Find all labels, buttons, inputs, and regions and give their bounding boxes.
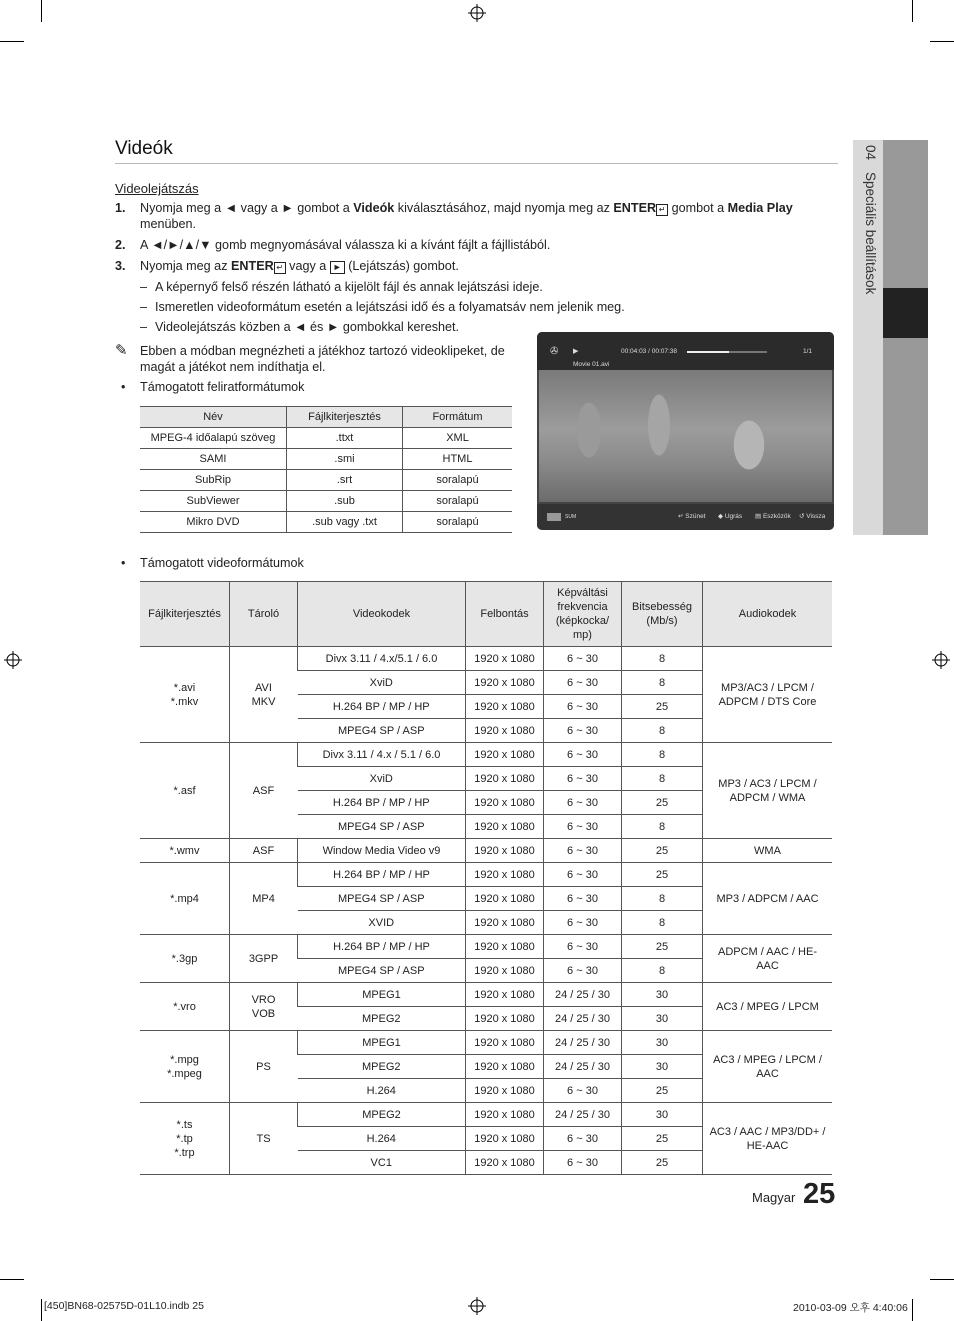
subtitle-format-table: Név Fájlkiterjesztés Formátum MPEG-4 időalapú szöveg .ttxt XML SAMI .smi HTML SubRip .srt soralapú SubViewer .sub soralapú Mikro DVD .sub vagy .txt soralapú — [140, 406, 512, 533]
video-formats-label: Támogatott videoformátumok — [140, 556, 304, 570]
section-heading: Videolejátszás — [115, 181, 199, 196]
sub-note: – A képernyő felső részén látható a kijelölt fájl és annak lejátszási ideje. — [140, 280, 543, 294]
table-row: SubViewer .sub soralapú — [140, 491, 512, 512]
enter-icon: ↵ — [656, 204, 668, 216]
registration-mark-icon — [468, 1297, 486, 1315]
registration-mark-icon — [468, 4, 486, 22]
table-row: Mikro DVD .sub vagy .txt soralapú — [140, 512, 512, 533]
sub-note: – Videolejátszás közben a ◄ és ► gombokkal kereshet. — [140, 320, 460, 334]
table-row: MPEG4 SP / ASP 1920 x 1080 6 ~ 30 8 — [140, 719, 832, 743]
table-row: XviD 1920 x 1080 6 ~ 30 8 — [140, 671, 832, 695]
table-row: *.mp4 MP4 H.264 BP / MP / HP 1920 x 1080 6 ~ 30 25 MP3 / ADPCM / AAC — [140, 863, 832, 887]
table-row: SubRip .srt soralapú — [140, 470, 512, 491]
note: ✎ Ebben a módban megnézheti a játékhoz tartozó videoklipeket, de magát a játékot nem indíthatja el. • Támogatott feliratformátumok — [115, 342, 505, 394]
registration-mark-icon — [932, 651, 950, 669]
table-row: *.wmv ASF Window Media Video v9 1920 x 1080 6 ~ 30 25 WMA — [140, 839, 832, 863]
table-row: H.264 BP / MP / HP 1920 x 1080 6 ~ 30 25 — [140, 791, 832, 815]
sub-note: – Ismeretlen videoformátum esetén a lejátszási idő és a folyamatsáv nem jelenik meg. — [140, 300, 625, 314]
table-row: VC1 1920 x 1080 6 ~ 30 25 — [140, 1151, 832, 1175]
footer-language: Magyar — [752, 1190, 796, 1205]
pencil-note-icon: ✎ — [115, 342, 128, 359]
table-row: H.264 1920 x 1080 6 ~ 30 25 — [140, 1079, 832, 1103]
chapter-label: Speciális beállítások — [863, 171, 878, 295]
videos-icon: ✇ — [550, 346, 559, 357]
chapter-side-tab — [853, 140, 928, 535]
play-icon: ► — [330, 261, 345, 274]
tools-button[interactable]: ▤ Eszközök — [755, 513, 791, 520]
jump-button[interactable]: ◆ Ugrás — [718, 513, 743, 520]
page-indicator: 1/1 — [803, 348, 813, 355]
table-row: *.mpg *.mpeg PS MPEG1 1920 x 1080 24 / 25 / 30 30 AC3 / MPEG / LPCM / AAC — [140, 1031, 832, 1055]
enter-icon: ↵ — [274, 262, 286, 274]
subtitle-formats-label: Támogatott feliratformátumok — [140, 380, 305, 394]
steps-list — [115, 200, 835, 339]
table-row: *.ts *.tp *.trp TS MPEG2 1920 x 1080 24 / 25 / 30 30 AC3 / AAC / MP3/DD+ / HE-AAC — [140, 1103, 832, 1127]
table-row: XVID 1920 x 1080 6 ~ 30 8 — [140, 911, 832, 935]
table-row: MPEG4 SP / ASP 1920 x 1080 6 ~ 30 8 — [140, 887, 832, 911]
return-button[interactable]: ↺ Vissza — [799, 513, 826, 520]
step-3: 3. Nyomja meg az ENTER ↵ vagy a ► (Lejátszás) gombot. — [115, 259, 459, 273]
video-player-screenshot: ✇ ▶ 00:04:03 / 00:07:38 1/1 Movie 01.avi SUM ↵ Szünet ◆ Ugrás ▤ Eszközök ↺ Vissza — [537, 332, 834, 530]
pause-button[interactable]: ↵ Szünet — [678, 513, 706, 520]
table-row: XviD 1920 x 1080 6 ~ 30 8 — [140, 767, 832, 791]
table-row: MPEG4 SP / ASP 1920 x 1080 6 ~ 30 8 — [140, 815, 832, 839]
page-title: Videók — [115, 138, 173, 159]
print-meta-left: [450]BN68-02575D-01L10.indb 25 — [44, 1300, 204, 1312]
device-icon — [547, 513, 561, 521]
table-row: SAMI .smi HTML — [140, 449, 512, 470]
play-state-icon: ▶ — [573, 348, 579, 355]
table-row: *.vro VRO VOB MPEG1 1920 x 1080 24 / 25 / 30 30 AC3 / MPEG / LPCM — [140, 983, 832, 1007]
table-row: MPEG2 1920 x 1080 24 / 25 / 30 30 — [140, 1055, 832, 1079]
table-row: H.264 1920 x 1080 6 ~ 30 25 — [140, 1127, 832, 1151]
step-1: 1. Nyomja meg a ◄ vagy a ► gombot a Videók kiválasztásához, majd nyomja meg az ENTER ↵ gombot a Media Play menüben. — [115, 201, 793, 231]
table-row: *.avi *.mkv AVI MKV Divx 3.11 / 4.x/5.1 / 6.0 1920 x 1080 6 ~ 30 8 MP3/AC3 / LPCM / ADPCM / DTS Core — [140, 647, 832, 671]
table-row: *.3gp 3GPP H.264 BP / MP / HP 1920 x 1080 6 ~ 30 25 ADPCM / AAC / HE-AAC — [140, 935, 832, 959]
file-name: Movie 01.avi — [573, 361, 610, 368]
table-row: H.264 BP / MP / HP 1920 x 1080 6 ~ 30 25 — [140, 695, 832, 719]
title-divider — [115, 163, 838, 164]
step-2: 2. A ◄/►/▲/▼ gomb megnyomásával válassza ki a kívánt fájlt a fájllistából. — [115, 238, 551, 252]
playback-progress-bar — [687, 351, 767, 353]
table-row: MPEG4 SP / ASP 1920 x 1080 6 ~ 30 8 — [140, 959, 832, 983]
print-meta-right: 2010-03-09 오후 4:40:06 — [793, 1302, 908, 1314]
giraffe-video-frame — [539, 370, 832, 502]
table-row: MPEG2 1920 x 1080 24 / 25 / 30 30 — [140, 1007, 832, 1031]
table-row: *.asf ASF Divx 3.11 / 4.x / 5.1 / 6.0 1920 x 1080 6 ~ 30 8 MP3 / AC3 / LPCM / ADPCM / WMA — [140, 743, 832, 767]
chapter-number: 04 — [863, 145, 878, 161]
video-format-table: Fájlkiterjesztés Tároló Videokodek Felbontás Képváltási frekvencia (képkocka/ mp) Bitsebesség (Mb/s) Audiokodek *.avi *.mkv AVI MKV Divx 3.11 / 4.x/5.1 / 6.0 1920 x 1080 6 ~ 30 8 MP3/AC3 / LPCM / ADPCM / DTS Core XviD 1920 x 1080 6 ~ 30 8 H.264 BP / MP / HP 1920 x 1080 6 ~ 30 25 MPEG4 SP / ASP 1920 x 1080 6 ~ 30 8 *.asf ASF Divx 3.11 / 4.x / 5.1 / 6.0 1920 x 1080 6 ~ 30 8 MP3 / AC3 / LPCM / ADPCM / WMA XviD 1920 x 1080 6 ~ 30 8 H.264 BP / MP / HP 1920 x 1080 6 ~ 30 25 MPEG4 SP / ASP 1920 x 1080 6 ~ 30 8 *.wmv ASF Window Media Video v9 1920 x 1080 6 ~ 30 25 WMA *.mp4 MP4 H.264 BP / MP / HP 1920 x 1080 6 ~ 30 25 MP3 / ADPCM / AAC MPEG4 SP / ASP 1920 x 1080 6 ~ 30 8 XVID 1920 x 1080 6 ~ 30 8 *.3gp 3GPP H.264 BP / MP / HP 1920 x 1080 6 ~ 30 25 ADPCM / AAC / HE-AAC MPEG4 SP / ASP 1920 x 1080 6 ~ 30 8 *.vro VRO VOB MPEG1 1920 x 1080 24 / 25 / 30 30 AC3 / MPEG / LPCM MPEG2 1920 x 1080 24 / 25 / 30 30 *.mpg *.mpeg PS MPEG1 1920 x 1080 24 / 25 / 30 30 AC3 / MPEG / LPCM / AAC MPEG2 1920 x 1080 24 / 25 / 30 30 H.264 1920 x 1080 6 ~ 30 25 *.ts *.tp *.trp TS MPEG2 1920 x 1080 24 / 25 / 30 30 AC3 / AAC / MP3/DD+ / HE-AAC H.264 1920 x 1080 6 ~ 30 25 VC1 1920 x 1080 6 ~ 30 25 — [140, 581, 832, 1175]
table-row: MPEG-4 időalapú szöveg .ttxt XML — [140, 428, 512, 449]
page-number: 25 — [803, 1178, 836, 1210]
video-formats-label-row: • Támogatott videoformátumok — [121, 556, 304, 570]
playback-time: 00:04:03 / 00:07:38 — [621, 348, 678, 355]
registration-mark-icon — [4, 651, 22, 669]
